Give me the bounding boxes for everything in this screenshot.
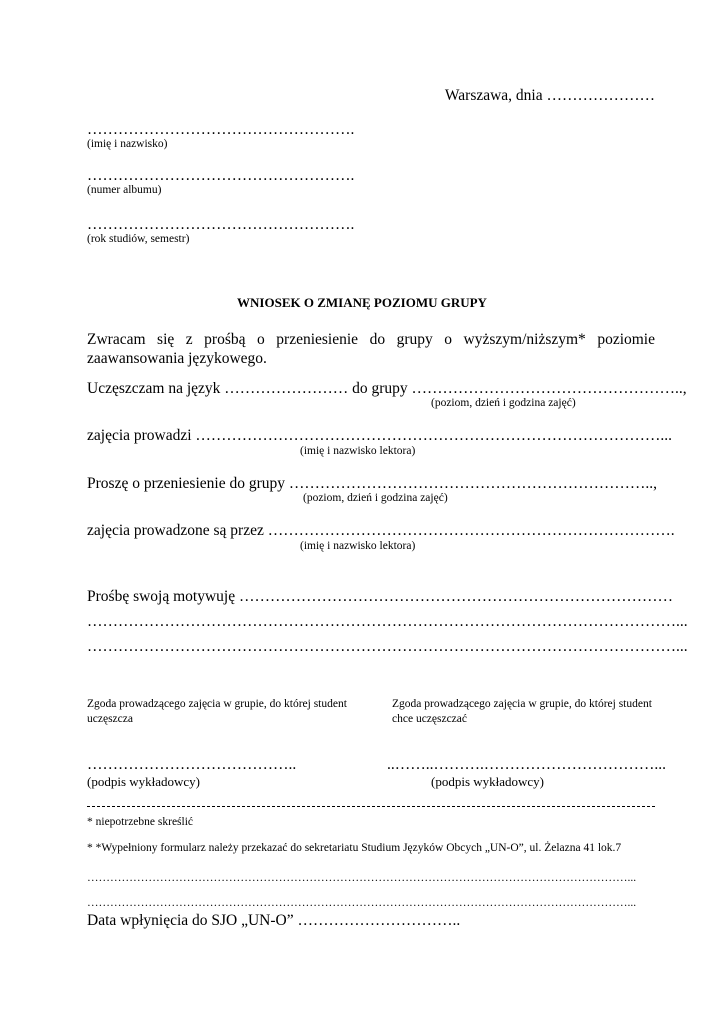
year-label: (rok studiów, semestr)	[87, 233, 190, 245]
right-signature-label: (podpis wykładowcy)	[431, 774, 545, 789]
document-title: WNIOSEK O ZMIANĘ POZIOMU GRUPY	[237, 295, 487, 310]
new-teacher-hint: (imię i nazwisko lektora)	[300, 540, 416, 552]
footnote-submission: * *Wypełniony formularz należy przekazać do sekretariatu Studium Języków Obcych „UN-O”, ul. Żelazna 41 lok.7	[87, 842, 622, 854]
motivation-extra-line-2: ……………………………………………………………………………………………………...	[87, 638, 688, 655]
city-date: Warszawa, dnia …………………	[444, 87, 655, 104]
transfer-line: Proszę o przeniesienie do grupy ……………………………………………………………..,	[87, 475, 657, 492]
left-signature-line: …………………………………..	[87, 756, 297, 773]
teacher-hint: (imię i nazwisko lektora)	[300, 445, 416, 457]
album-dotted-line: …………………………………………….	[87, 167, 355, 184]
transfer-hint: (poziom, dzień i godzina zajęć)	[303, 492, 448, 504]
right-signature-line: ..……..……….……………………………...	[387, 756, 666, 773]
motivation-extra-line-1: ……………………………………………………………………………………………………...	[87, 613, 688, 630]
left-signature-label: (podpis wykładowcy)	[87, 774, 201, 789]
right-consent-title: Zgoda prowadzącego zajęcia w grupie, do której student chce uczęszczać	[392, 698, 652, 725]
album-label: (numer albumu)	[87, 184, 162, 196]
request-paragraph: Zwracam się z prośbą o przeniesienie do grupy o wyższym/niższym* poziomie zaawansowania językowego.	[87, 331, 655, 367]
attend-hint: (poziom, dzień i godzina zajęć)	[431, 397, 576, 409]
motivation-line: Prośbę swoją motywuję …………………………………………………………………………	[87, 588, 673, 605]
footnote-unnecessary: * niepotrzebne skreślić	[87, 816, 194, 828]
new-teacher-line: zajęcia prowadzone są przez …………………………………………………………………….	[87, 522, 675, 539]
dashed-separator	[87, 806, 655, 807]
footer-blank-line-1: ……………………………………………………………………………………………………………………………...	[87, 872, 637, 884]
attend-line: Uczęszczam na język …………………… do grupy ……………………………………………..,	[87, 380, 687, 397]
received-date-line: Data wpłynięcia do SJO „UN-O” …………………………..	[87, 912, 461, 929]
name-dotted-line: …………………………………………….	[87, 121, 355, 138]
left-consent-title: Zgoda prowadzącego zajęcia w grupie, do której student uczęszcza	[87, 698, 347, 725]
teacher-line: zajęcia prowadzi ………………………………………………………………………………...	[87, 427, 673, 444]
name-label: (imię i nazwisko)	[87, 138, 168, 150]
footer-blank-line-2: ……………………………………………………………………………………………………………………………...	[87, 897, 637, 909]
year-dotted-line: …………………………………………….	[87, 216, 355, 233]
